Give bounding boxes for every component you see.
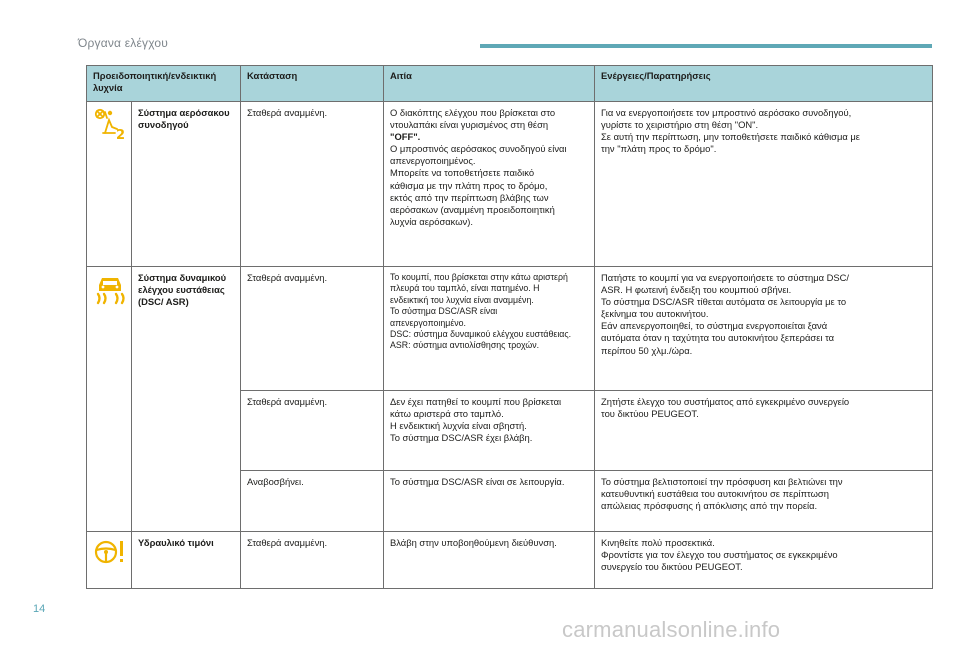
- cause-line: DSC: σύστημα δυναμικού ελέγχου ευστάθειας.: [390, 329, 572, 340]
- dsc-asr-icon: [93, 272, 125, 306]
- cause-line: Η ενδεικτική λυχνία είναι σβηστή.: [390, 420, 527, 432]
- cause-line: ενδεικτική του λυχνία είναι αναμμένη.: [390, 294, 534, 305]
- table-header-row: [87, 66, 933, 102]
- cause-line: αερόσακων (αναμμένη προειδοποιητική: [390, 203, 555, 215]
- icon-cell: [87, 267, 132, 532]
- cause-line: Δεν έχει πατηθεί το κουμπί που βρίσκεται: [390, 396, 562, 407]
- icon-cell: [87, 102, 132, 267]
- cause-line: Βλάβη στην υποβοηθούμενη διεύθυνση.: [390, 537, 557, 548]
- action-cell: [595, 391, 933, 471]
- cause-line: πλευρά του ταμπλό, είναι πατημένο. Η: [390, 283, 540, 294]
- action-line: Για να ενεργοποιήσετε τον μπροστινό αερόσακο συνοδηγού,: [601, 107, 852, 118]
- system-name: Σύστημα αερόσακου συνοδηγού: [132, 102, 241, 267]
- cause-line: ASR: σύστημα αντιολίσθησης τροχών.: [390, 340, 540, 351]
- action-line: απώλειας πρόσφυσης ή απόκλισης από την πορεία.: [601, 500, 818, 512]
- cause-line: Το κουμπί, που βρίσκεται στην κάτω αριστερή: [390, 272, 568, 282]
- cause-line: Ο μπροστινός αερόσακος συνοδηγού είναι: [390, 143, 567, 155]
- table-row: [87, 102, 933, 267]
- action-line: ASR. Η φωτεινή ένδειξη του κουμπιού σβήνει.: [601, 284, 792, 296]
- action-line: Σε αυτή την περίπτωση, μην τοποθετήσετε παιδικό κάθισμα με: [601, 131, 860, 143]
- status-cell: Αναβοσβήνει.: [241, 471, 384, 532]
- cause-line: κάτω αριστερά στο ταμπλό.: [390, 408, 504, 420]
- cause-cell: [384, 267, 595, 391]
- cause-cell: [384, 391, 595, 471]
- warning-lamps-table: [86, 65, 933, 589]
- action-line: γυρίστε το χειριστήριο στη θέση "ON".: [601, 119, 759, 131]
- cause-cell: [384, 471, 595, 532]
- action-line: Κινηθείτε πολύ προσεκτικά.: [601, 537, 715, 548]
- passenger-airbag-off-icon: [93, 107, 125, 141]
- action-line: Φροντίστε για τον έλεγχο του συστήματος σε εγκεκριμένο: [601, 549, 838, 561]
- system-name: Υδραυλικό τιμόνι: [132, 532, 241, 589]
- action-cell: [595, 267, 933, 391]
- action-line: Το σύστημα βελτιστοποιεί την πρόσφυση και βελτιώνει την: [601, 476, 843, 487]
- cause-cell: [384, 102, 595, 267]
- svg-text:2: 2: [116, 128, 126, 141]
- action-line: Εάν απενεργοποιηθεί, το σύστημα ενεργοποιείται ξανά: [601, 320, 828, 332]
- cause-cell: [384, 532, 595, 589]
- cause-line: εκτός από την περίπτωση βλάβης των: [390, 191, 549, 203]
- action-line: Ζητήστε έλεγχο του συστήματος από εγκεκριμένο συνεργείο: [601, 396, 850, 407]
- action-cell: [595, 471, 933, 532]
- column-header-cause: Αιτία: [384, 66, 595, 102]
- cause-line: "OFF".: [390, 131, 421, 143]
- cause-line: Το σύστημα DSC/ASR είναι: [390, 306, 498, 317]
- column-header-lamp: Προειδοποιητική/ενδεικτική λυχνία: [87, 66, 241, 102]
- power-steering-warning-icon: [93, 537, 125, 567]
- action-line: ξεκίνημα του αυτοκινήτου.: [601, 308, 709, 320]
- system-name: Σύστημα δυναμικού ελέγχου ευστάθειας (DSC/ ASR): [132, 267, 241, 532]
- action-line: κατευθυντική ευστάθεια του αυτοκινήτου σε περίπτωση: [601, 488, 829, 500]
- action-line: την "πλάτη προς το δρόμο".: [601, 143, 717, 155]
- page-number: 14: [33, 603, 46, 615]
- watermark: carmanualsonline.info: [562, 617, 781, 642]
- action-line: του δικτύου PEUGEOT.: [601, 408, 699, 420]
- cause-line: απενεργοποιημένος.: [390, 155, 476, 167]
- icon-cell: [87, 532, 132, 589]
- cause-line: Μπορείτε να τοποθετήσετε παιδικό: [390, 167, 535, 179]
- status-cell: Σταθερά αναμμένη.: [241, 391, 384, 471]
- action-line: συνεργείο του δικτύου PEUGEOT.: [601, 561, 743, 573]
- cause-line: Το σύστημα DSC/ASR είναι σε λειτουργία.: [390, 476, 565, 487]
- header-accent-bar: [480, 44, 932, 48]
- cause-line: κάθισμα με την πλάτη προς το δρόμο,: [390, 179, 548, 191]
- table-row: [87, 267, 933, 391]
- action-cell: [595, 532, 933, 589]
- column-header-status: Κατάσταση: [241, 66, 384, 102]
- action-line: περίπου 50 χλμ./ώρα.: [601, 344, 693, 356]
- action-line: αυτόματα όταν η ταχύτητα του αυτοκινήτου ξεπεράσει τα: [601, 332, 835, 344]
- table-row: [87, 532, 933, 589]
- action-line: Πατήστε το κουμπί για να ενεργοποιήσετε το σύστημα DSC/: [601, 272, 850, 283]
- column-header-actions: Ενέργειες/Παρατηρήσεις: [595, 66, 933, 102]
- cause-line: ντουλαπάκι είναι γυρισμένος στη θέση: [390, 119, 549, 131]
- cause-line: Ο διακόπτης ελέγχου που βρίσκεται στο: [390, 107, 556, 118]
- page-section-title: Όργανα ελέγχου: [78, 36, 169, 50]
- status-cell: Σταθερά αναμμένη.: [241, 267, 384, 391]
- status-cell: Σταθερά αναμμένη.: [241, 532, 384, 589]
- cause-line: απενεργοποιημένο.: [390, 317, 466, 328]
- action-cell: [595, 102, 933, 267]
- action-line: Το σύστημα DSC/ASR τίθεται αυτόματα σε λειτουργία με το: [601, 296, 847, 308]
- cause-line: λυχνία αερόσακων).: [390, 215, 473, 227]
- status-cell: Σταθερά αναμμένη.: [241, 102, 384, 267]
- cause-line: Το σύστημα DSC/ASR έχει βλάβη.: [390, 432, 533, 444]
